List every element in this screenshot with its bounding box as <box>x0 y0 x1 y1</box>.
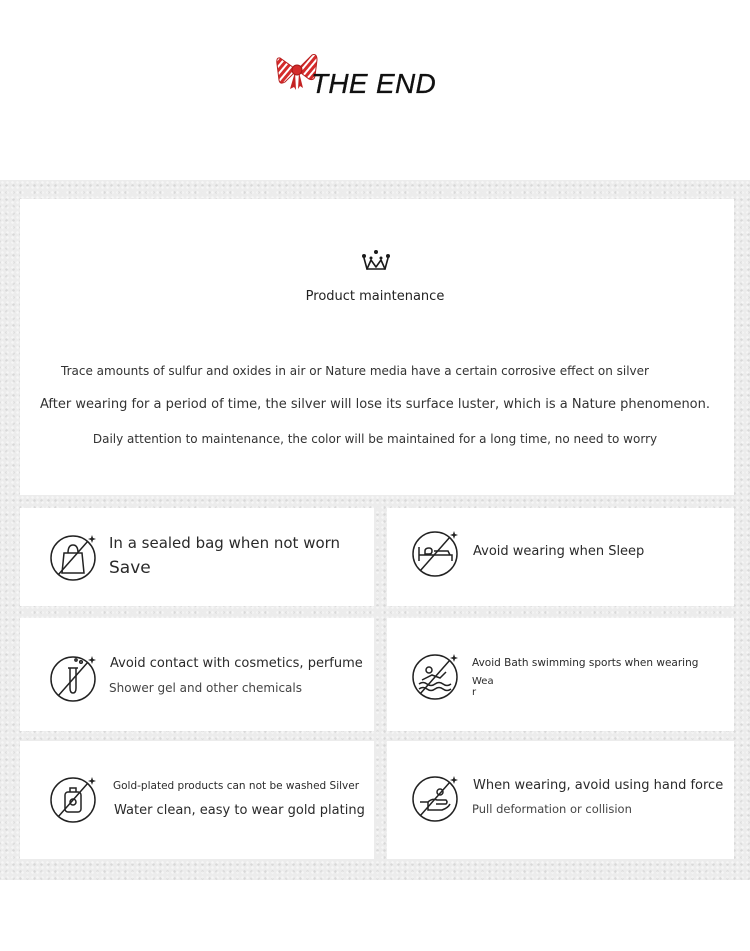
header <box>0 0 750 180</box>
tip-6-line-1: When wearing, avoid using hand force <box>473 778 724 793</box>
no-swimming-icon <box>410 650 462 702</box>
no-sleep-icon <box>410 527 462 579</box>
tip-2-line-1: Avoid wearing when Sleep <box>473 544 645 559</box>
crown-icon <box>360 247 392 273</box>
tip-3-line-1: Avoid contact with cosmetics, perfume <box>110 656 363 671</box>
no-hand-force-icon <box>410 772 462 824</box>
tip-4-line-3: r <box>472 687 477 698</box>
maintenance-title: Product maintenance <box>305 289 445 304</box>
no-cosmetics-icon <box>48 652 100 704</box>
tip-5-line-2: Water clean, easy to wear gold plating <box>114 803 365 818</box>
page-title: THE END <box>311 68 436 99</box>
sealed-bag-icon <box>48 531 100 583</box>
maintenance-text-2: After wearing for a period of time, the silver will lose its surface luster, which is a Nature phenomenon. <box>39 397 711 412</box>
tip-4-line-1: Avoid Bath swimming sports when wearing <box>472 657 699 669</box>
tip-1-line-2: Save <box>109 558 151 578</box>
maintenance-card <box>20 199 734 495</box>
tip-6-line-2: Pull deformation or collision <box>472 802 632 816</box>
tip-1-line-1: In a sealed bag when not worn <box>109 534 341 552</box>
maintenance-text-1: Trace amounts of sulfur and oxides in air or Nature media have a certain corrosive effect on silver <box>61 364 649 378</box>
no-wash-icon <box>48 773 100 825</box>
maintenance-text-3: Daily attention to maintenance, the color will be maintained for a long time, no need to worry <box>92 432 658 446</box>
tip-3-line-2: Shower gel and other chemicals <box>109 681 302 695</box>
tip-5-line-1: Gold-plated products can not be washed Silver <box>113 780 360 792</box>
tip-4-line-2: Wea <box>472 676 494 687</box>
